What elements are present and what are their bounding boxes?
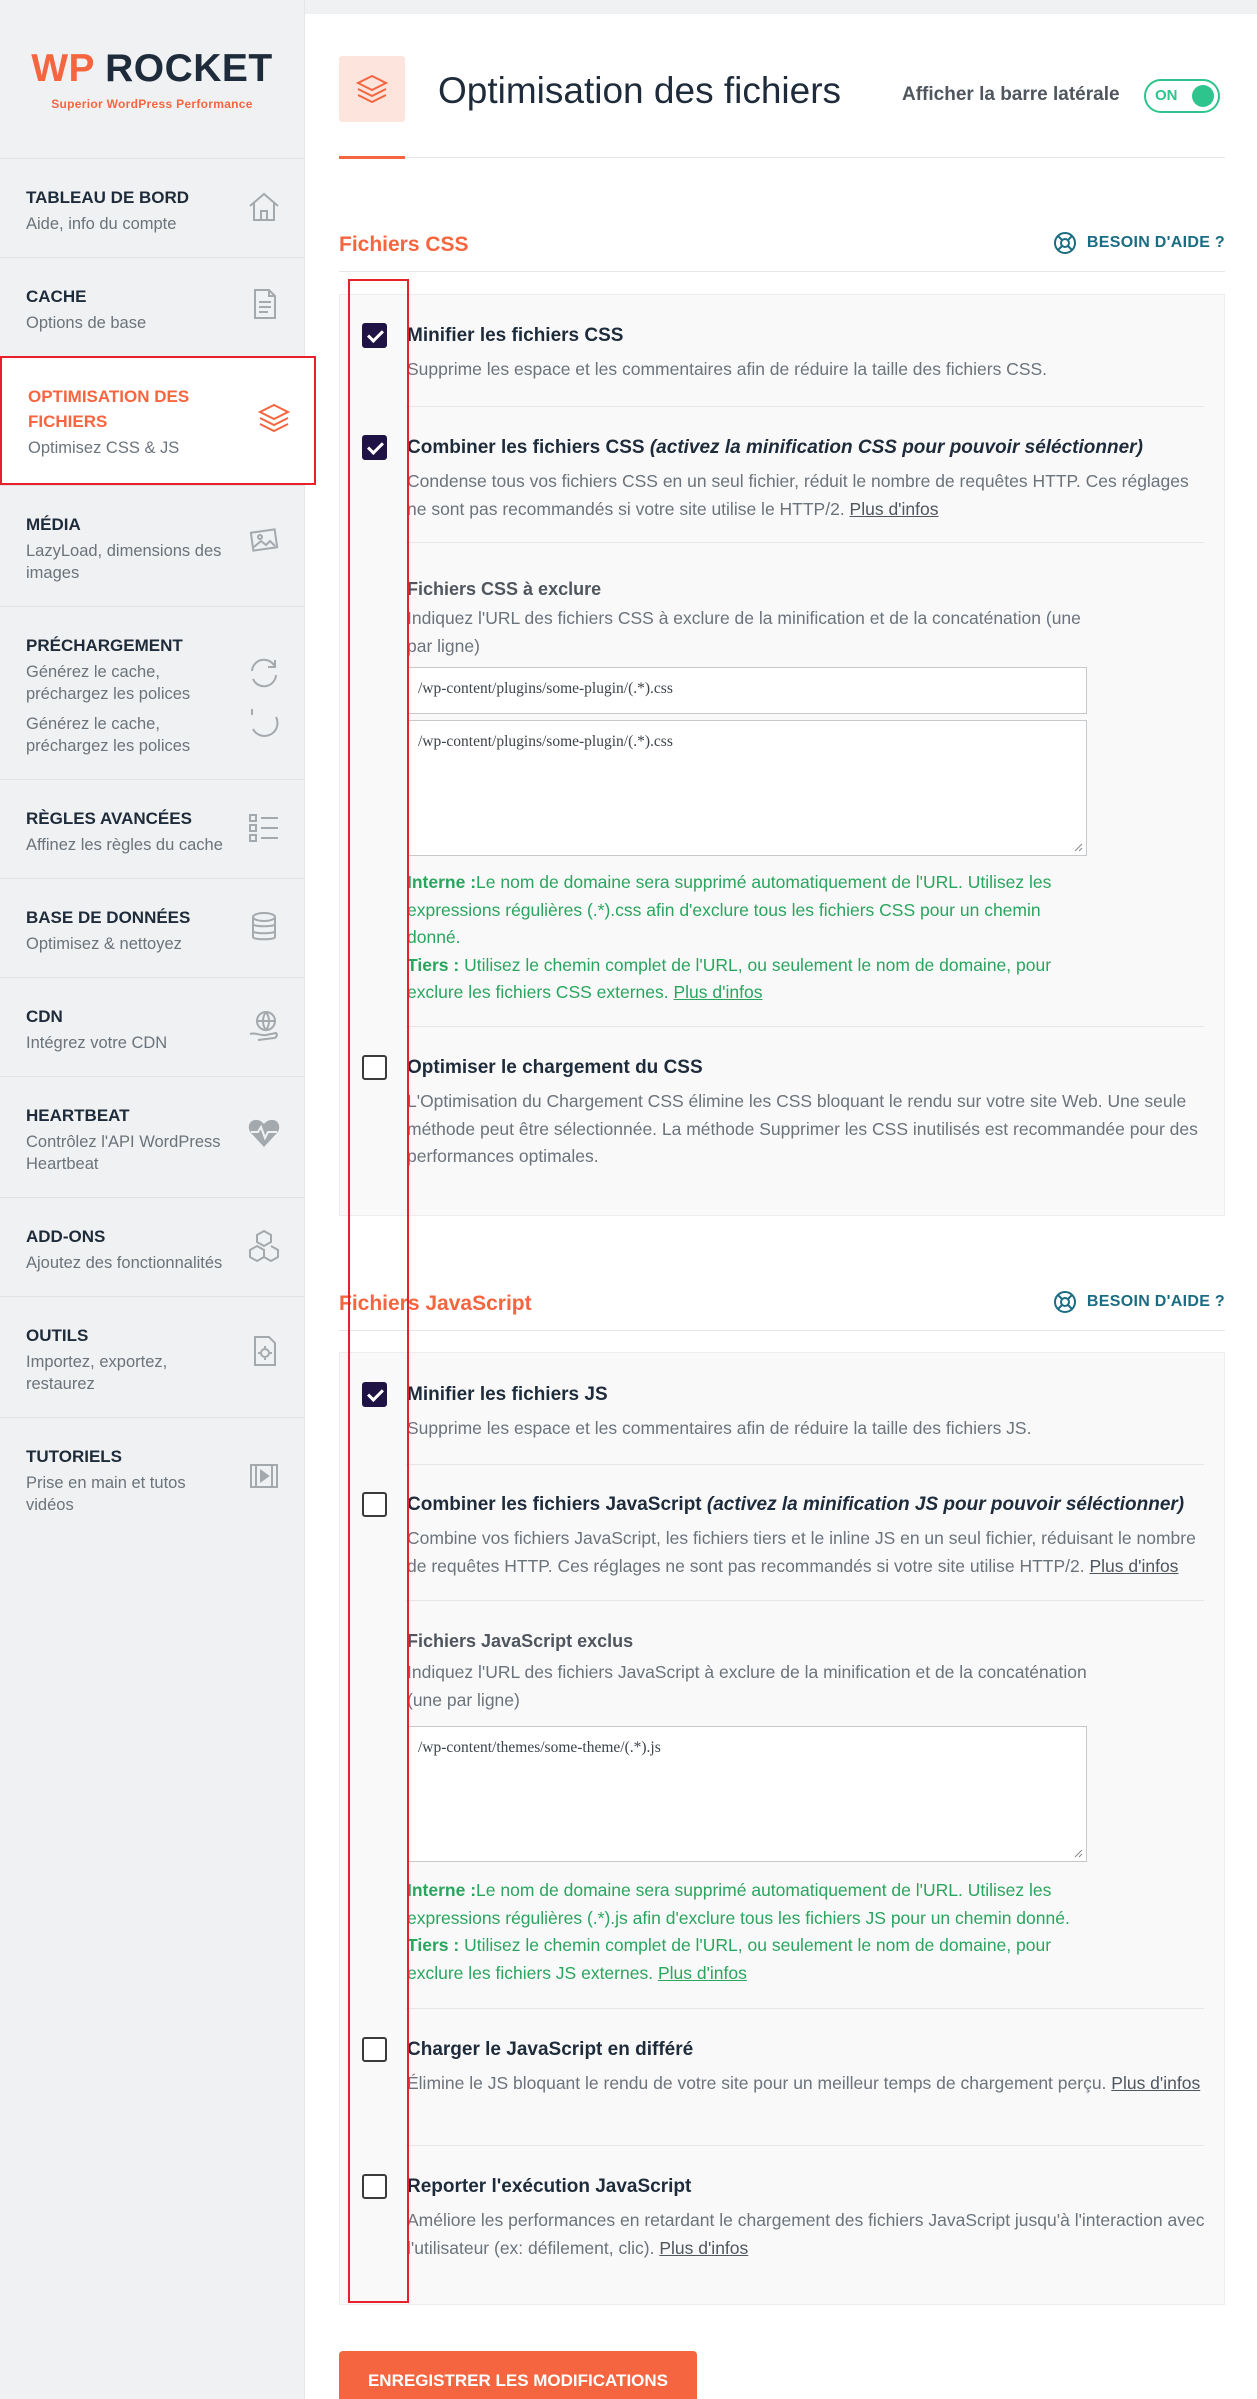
sidebar-item-dashboard[interactable] xyxy=(0,158,304,257)
refresh-icon xyxy=(246,705,282,741)
js-options-panel xyxy=(339,1352,1225,2305)
css-combine-checkbox[interactable] xyxy=(362,435,387,460)
sidebar xyxy=(0,0,305,2399)
js-exclude-row xyxy=(340,1601,1226,2027)
wp-rocket-logo[interactable] xyxy=(0,0,304,158)
sidebar-item-title: ADD-ONS xyxy=(26,1227,106,1246)
list-icon xyxy=(246,810,282,846)
option-title: Charger le JavaScript en différé xyxy=(407,2039,694,2060)
sidebar-item-subtitle: Prise en main et tutos vidéos xyxy=(26,1474,186,1514)
divider xyxy=(339,271,1225,272)
css-optimize-row xyxy=(340,1027,1226,1217)
sidebar-item-subtitle: Contrôlez l'API WordPress Heartbeat xyxy=(26,1133,221,1173)
js-combine-checkbox[interactable] xyxy=(362,1492,387,1517)
sidebar-item-subtitle: Affinez les règles du cache xyxy=(26,836,223,854)
sidebar-item-subtitle: Importez, exportez, restaurez xyxy=(26,1353,168,1393)
option-title: Combiner les fichiers CSS (activez la minification CSS pour pouvoir séléctionner) xyxy=(407,437,1143,458)
option-title: Reporter l'exécution JavaScript xyxy=(407,2176,692,2197)
js-section-header xyxy=(339,1284,1225,1324)
sidebar-item-subtitle: Optimisez & nettoyez xyxy=(26,935,182,953)
video-icon xyxy=(246,1458,282,1494)
sidebar-item-title: MÉDIA xyxy=(26,515,81,534)
js-defer-row xyxy=(340,2009,1226,2146)
page-header xyxy=(339,56,1225,158)
sidebar-item-title: CDN xyxy=(26,1007,63,1026)
option-title: Combiner les fichiers JavaScript (activez la minification JS pour pouvoir séléctionner) xyxy=(407,1494,1185,1515)
more-info-link[interactable]: Plus d'infos xyxy=(1111,2073,1201,2093)
option-description: Condense tous vos fichiers CSS en un seul fichier, réduit le nombre de requêtes HTTP. Ces réglages ne sont pas recommandés si votre site utilise le HTTP/2. Plus d'infos xyxy=(407,471,1189,519)
sidebar-item-subtitle: LazyLoad, dimensions des images xyxy=(26,542,222,582)
sidebar-toggle[interactable] xyxy=(1144,79,1220,113)
js-minify-checkbox[interactable] xyxy=(362,1382,387,1407)
cubes-icon xyxy=(246,1228,282,1264)
sidebar-item-title: RÈGLES AVANCÉES xyxy=(26,809,192,828)
js-exclude-textarea[interactable]: /wp-content/themes/some-theme/(.*).js xyxy=(407,1726,1087,1862)
more-info-link[interactable]: Plus d'infos xyxy=(673,982,763,1002)
css-exclude-row xyxy=(340,543,1226,1027)
sidebar-item-cdn[interactable] xyxy=(0,977,304,1076)
sidebar-item-title: BASE DE DONNÉES xyxy=(26,908,191,927)
css-exclude-label: Fichiers CSS à exclure xyxy=(407,579,602,599)
css-minify-checkbox[interactable] xyxy=(362,323,387,348)
database-icon xyxy=(246,909,282,945)
header-underline xyxy=(339,156,405,159)
document-icon xyxy=(246,286,282,322)
top-strip xyxy=(305,0,1257,14)
css-optimize-checkbox[interactable] xyxy=(362,1055,387,1080)
js-combine-row xyxy=(340,1465,1226,1601)
sidebar-item-database[interactable] xyxy=(0,878,304,977)
heartbeat-icon xyxy=(246,1115,282,1151)
logo-rocket: ROCKET xyxy=(105,47,273,90)
css-exclude-textarea[interactable]: /wp-content/plugins/some-plugin/(.*).css xyxy=(407,720,1087,856)
js-delay-checkbox[interactable] xyxy=(362,2174,387,2199)
resize-handle-icon[interactable] xyxy=(1073,842,1083,852)
sidebar-item-subtitle: Ajoutez des fonctionnalités xyxy=(26,1254,223,1272)
js-delay-row xyxy=(340,2146,1226,2306)
sidebar-item-media[interactable] xyxy=(0,485,304,606)
sidebar-item-tools[interactable] xyxy=(0,1296,304,1417)
sidebar-item-title: HEARTBEAT xyxy=(26,1106,130,1125)
css-section-header xyxy=(339,225,1225,265)
option-description: Supprime les espace et les commentaires afin de réduire la taille des fichiers JS. xyxy=(407,1418,1032,1438)
option-description: Supprime les espace et les commentaires afin de réduire la taille des fichiers CSS. xyxy=(407,359,1048,379)
lifebuoy-icon xyxy=(1053,1290,1077,1314)
sidebar-item-subtitle-repeat: Générez le cache, préchargez les polices xyxy=(26,715,191,755)
css-exclude-help: Interne :Le nom de domaine sera supprimé automatiquement de l'URL. Utilisez les expressions régulières (.*).css afin d'exclure tous les fichiers CSS pour un chemin donné. Tiers : Utilisez le chemin complet de l'URL, ou seulement le nom de domaine, pour exclure les fichiers CSS externes. Plus d'infos xyxy=(407,872,1052,1002)
tools-icon xyxy=(246,1333,282,1369)
option-title: Minifier les fichiers CSS xyxy=(407,325,624,346)
file-optimization-icon xyxy=(339,56,405,122)
sidebar-item-title: CACHE xyxy=(26,287,87,306)
help-label: BESOIN D'AIDE ? xyxy=(1086,234,1225,251)
toggle-knob xyxy=(1192,85,1214,107)
css-options-panel xyxy=(339,294,1225,1216)
resize-handle-icon[interactable] xyxy=(1073,1848,1083,1858)
sidebar-item-title: OUTILS xyxy=(26,1326,89,1345)
divider xyxy=(339,1330,1225,1331)
sidebar-item-tutorials[interactable] xyxy=(0,1417,304,1557)
home-icon xyxy=(246,189,282,225)
sidebar-item-title: TUTORIELS xyxy=(26,1447,123,1466)
sidebar-item-subtitle: Options de base xyxy=(26,314,147,332)
more-info-link[interactable]: Plus d'infos xyxy=(1089,1555,1179,1576)
refresh-icon xyxy=(246,655,282,691)
sidebar-item-subtitle: Intégrez votre CDN xyxy=(26,1034,168,1052)
sidebar-item-subtitle: Aide, info du compte xyxy=(26,215,177,233)
option-description: Combine vos fichiers JavaScript, les fichiers tiers et le inline JS en un seul fichier, réduisant le nombre de requêtes HTTP. Ces réglages ne sont pas recommandés si votre site utilise HTTP/2. Plus d'infos xyxy=(407,1528,1196,1576)
option-title: Minifier les fichiers JS xyxy=(407,1384,608,1405)
sidebar-item-subtitle: Générez le cache, préchargez les polices xyxy=(26,663,191,703)
layers-icon xyxy=(256,400,292,436)
more-info-link[interactable]: Plus d'infos xyxy=(849,498,939,519)
page-title: Optimisation des fichiers xyxy=(438,70,842,111)
sidebar-toggle-label: Afficher la barre latérale xyxy=(902,84,1120,105)
css-minify-row xyxy=(340,295,1226,407)
js-exclude-description: Indiquez l'URL des fichiers JavaScript à exclure de la minification et de la concaténation (une par ligne) xyxy=(407,1662,1087,1710)
logo-wp: WP xyxy=(31,47,96,90)
option-description: L'Optimisation du Chargement CSS élimine les CSS bloquant le rendu sur votre site Web. Une seule méthode peut être sélectionnée. La méthode Supprimer les CSS inutilisés est recommandée pour des performances optimales. xyxy=(407,1091,1198,1166)
css-section-title: Fichiers CSS xyxy=(339,233,469,256)
sidebar-item-preload[interactable] xyxy=(0,606,304,779)
js-section-title: Fichiers JavaScript xyxy=(339,1292,532,1315)
css-help-link[interactable] xyxy=(1053,231,1225,255)
js-defer-checkbox[interactable] xyxy=(362,2037,387,2062)
more-info-link[interactable]: Plus d'infos xyxy=(659,2237,749,2258)
option-description: Améliore les performances en retardant le chargement des fichiers JavaScript jusqu'à l'interaction avec l'utilisateur (ex: défilement, clic). Plus d'infos xyxy=(407,2210,1205,2258)
sidebar-item-title: OPTIMISATION DES FICHIERS xyxy=(28,387,190,431)
sidebar-item-advanced-rules[interactable] xyxy=(0,779,304,878)
logo-tagline: Superior WordPress Performance xyxy=(51,97,253,111)
js-exclude-help: Interne :Le nom de domaine sera supprimé automatiquement de l'URL. Utilisez les expressions régulières (.*).js afin d'exclure tous les fichiers JS pour un chemin donné. Tiers : Utilisez le chemin complet de l'URL, ou seulement le nom de domaine, pour exclure les fichiers JS externes. Plus d'infos xyxy=(407,1880,1070,1983)
save-changes-button[interactable]: ENREGISTRER LES MODIFICATIONS xyxy=(339,2351,697,2399)
sidebar-item-addons[interactable] xyxy=(0,1197,304,1296)
toggle-state: ON xyxy=(1155,87,1178,104)
sidebar-item-file-optimization[interactable] xyxy=(0,356,316,485)
sidebar-item-heartbeat[interactable] xyxy=(0,1076,304,1197)
sidebar-item-subtitle: Optimisez CSS & JS xyxy=(28,439,180,457)
js-exclude-label: Fichiers JavaScript exclus xyxy=(407,1631,634,1651)
option-description: Élimine le JS bloquant le rendu de votre site pour un meilleur temps de chargement perçu. Plus d'infos xyxy=(407,2073,1201,2093)
js-minify-row xyxy=(340,1353,1226,1465)
sidebar-item-cache[interactable] xyxy=(0,257,304,356)
more-info-link[interactable]: Plus d'infos xyxy=(657,1962,747,1983)
css-exclude-description: Indiquez l'URL des fichiers CSS à exclure de la minification et de la concaténation (une par ligne) xyxy=(407,608,1081,656)
images-icon xyxy=(246,522,282,558)
js-help-link[interactable] xyxy=(1053,1290,1225,1314)
main-content xyxy=(305,0,1257,2399)
css-combine-row xyxy=(340,407,1226,543)
help-label: BESOIN D'AIDE ? xyxy=(1086,1293,1225,1310)
option-title: Optimiser le chargement du CSS xyxy=(407,1057,703,1078)
lifebuoy-icon xyxy=(1053,231,1077,255)
globe-hand-icon xyxy=(246,1008,282,1044)
css-exclude-input[interactable]: /wp-content/plugins/some-plugin/(.*).css xyxy=(407,667,1087,714)
sidebar-item-title: PRÉCHARGEMENT xyxy=(26,636,183,655)
sidebar-item-title: TABLEAU DE BORD xyxy=(26,188,190,207)
